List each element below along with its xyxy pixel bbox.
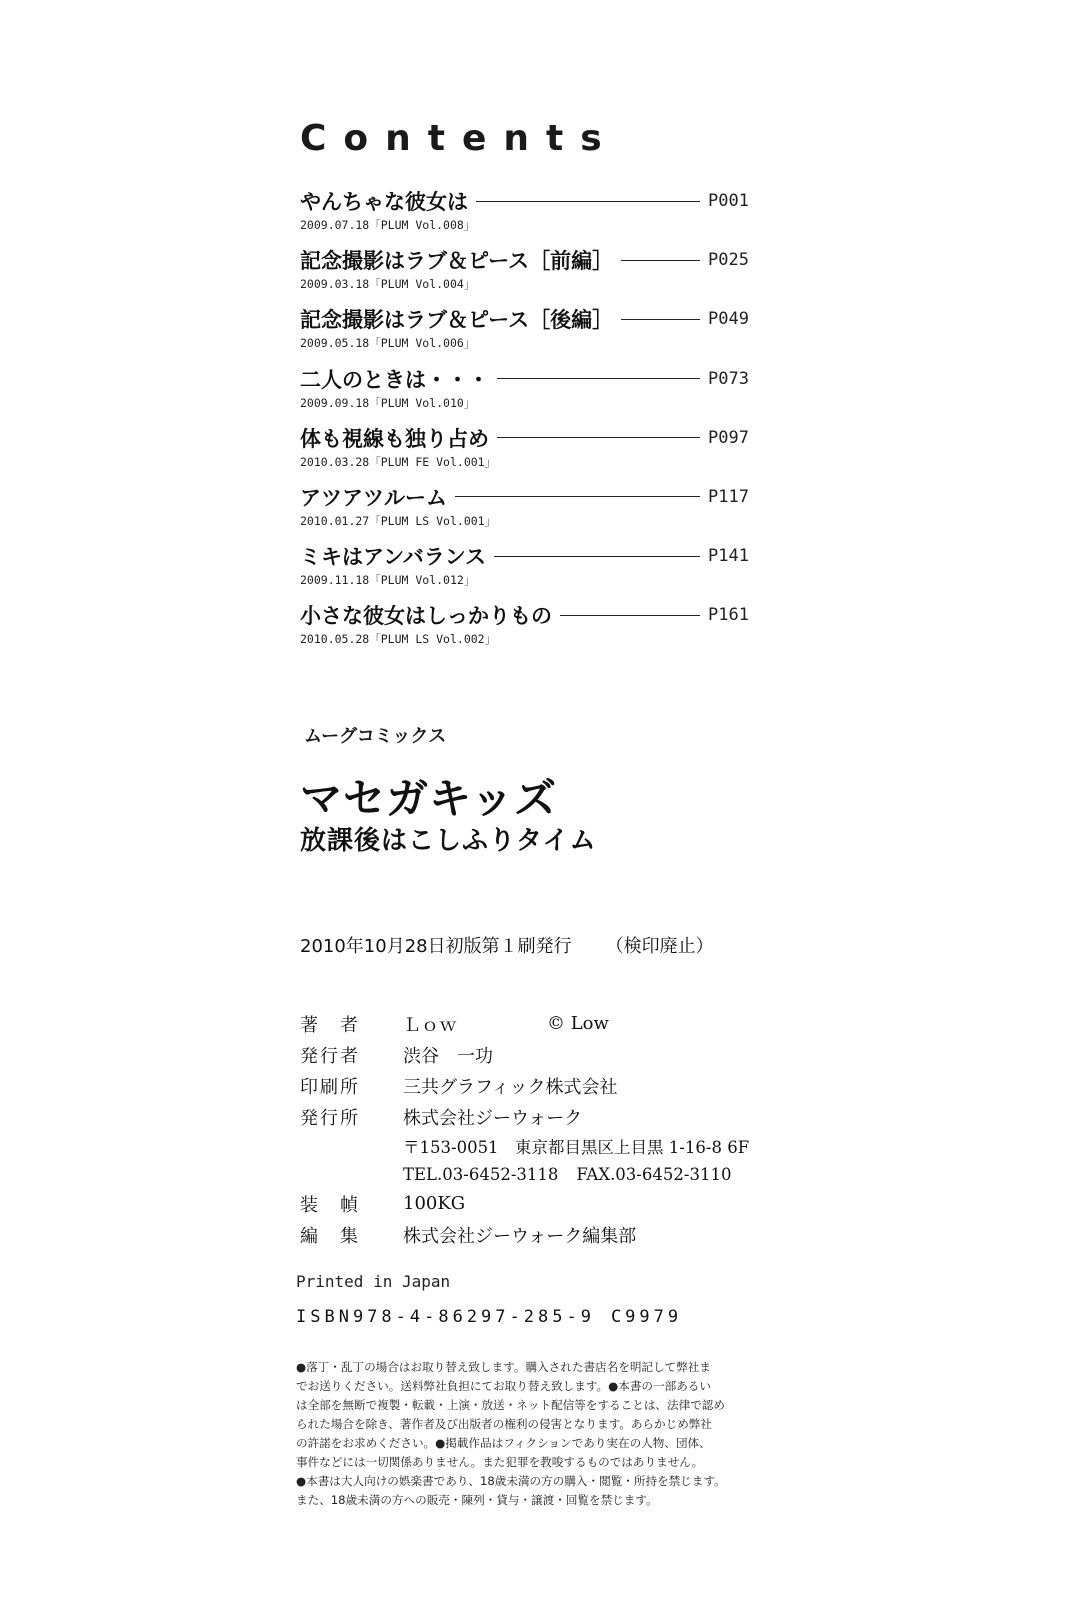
no-seal-note: （検印廃止） [605,936,714,957]
toc-page-number: P117 [708,486,749,507]
imprint-label: ムーグコミックス [304,726,447,747]
printer-name: 三共グラフィック株式会社 [403,1076,618,1098]
toc-leader-line [497,378,700,379]
publish-date-line [300,932,714,958]
toc-entry [300,245,760,304]
editor-label: 編 集 [300,1225,360,1247]
author-name: Ｌｏｗ [403,1014,457,1036]
toc-source: 2009.03.18「PLUM Vol.004」 [300,277,476,292]
copyright-notice: © Low [547,1013,609,1034]
notice-line: の許諾をお求めください。●掲載作品はフィクションであり実在の人物、団体、 [296,1436,711,1450]
toc-source: 2009.09.18「PLUM Vol.010」 [300,395,476,410]
toc-source: 2009.07.18「PLUM Vol.008」 [300,218,476,232]
toc-entry [300,541,760,600]
toc-page-number: P025 [708,250,749,271]
book-subtitle: 放課後はこしふりタイム [300,826,597,856]
colophon-row-printer [300,1070,820,1101]
publisher-label: 発行所 [300,1107,360,1129]
toc-page-number: P161 [708,605,749,626]
toc-entry [300,186,760,245]
legal-notice [296,1358,772,1510]
isbn-line [296,1307,682,1327]
colophon-row-design [300,1188,820,1219]
toc-title: 体も視線も独り占め [300,426,489,451]
notice-line: でお送りください。送料弊社負担にてお取り替え致します。●本書の一部あるい [296,1379,711,1393]
table-of-contents [300,186,760,660]
c-code: C9979 [610,1307,683,1327]
toc-leader-line [621,260,700,261]
contents-heading: Contents [300,118,619,159]
printed-in-japan: Printed in Japan [296,1272,451,1291]
publisher-person: 渋谷 一功 [403,1045,493,1067]
toc-source: 2010.03.28「PLUM FE Vol.001」 [300,454,497,469]
toc-leader-line [560,615,700,616]
printer-label: 印刷所 [300,1076,360,1098]
colophon-row-publisher-person [300,1039,820,1070]
toc-title: 小さな彼女はしっかりもの [300,604,552,629]
publisher-person-label: 発行者 [300,1045,360,1067]
notice-line: 事件などには一切関係ありません。また犯罪を教唆するものではありません。 [296,1455,704,1469]
toc-title: 記念撮影はラブ＆ピース［前編］ [300,249,614,274]
notice-line: ●本書は大人向けの娯楽書であり、18歳未満の方の購入・閲覧・所持を禁じます。 [296,1474,726,1488]
toc-page-number: P049 [708,309,749,330]
toc-title: ミキはアンバランス [300,545,487,570]
toc-entry [300,600,760,659]
notice-line: られた場合を除き、著作者及び出版者の権利の侵害となります。あらかじめ弊社 [296,1417,712,1431]
colophon-table [300,1008,820,1250]
publisher-name: 株式会社ジーウォーク [403,1107,583,1129]
toc-source: 2009.05.18「PLUM Vol.006」 [300,336,476,351]
toc-title: 二人のときは・・・ [300,367,489,392]
design-name: 100KG [403,1193,466,1214]
toc-entry [300,364,760,423]
toc-source: 2010.01.27「PLUM LS Vol.001」 [300,513,497,528]
publisher-fax: FAX.03-6452-3110 [576,1164,732,1184]
toc-page-number: P073 [708,368,749,389]
publisher-address: 〒153-0051 東京都目黒区上目黒 1-16-8 6F [403,1138,750,1157]
toc-source: 2009.11.18「PLUM Vol.012」 [300,573,476,588]
colophon-row-publisher [300,1101,820,1132]
notice-line: は全部を無断で複製・転載・上演・放送・ネット配信等をすることは、法律で認め [296,1398,725,1412]
design-label: 装 幀 [300,1194,360,1216]
toc-title: やんちゃな彼女は [300,190,468,214]
publish-date: 2010年10月28日初版第１刷発行 [300,936,572,957]
colophon-row-editor [300,1219,820,1250]
author-label: 著 者 [300,1014,360,1036]
toc-leader-line [494,556,700,557]
book-title: マセガキッズ [300,774,558,823]
toc-source: 2010.05.28「PLUM LS Vol.002」 [300,632,497,647]
colophon-row-author [300,1008,820,1039]
toc-entry [300,304,760,363]
isbn-number: ISBN978-4-86297-285-9 [296,1307,595,1327]
toc-page-number: P001 [708,191,749,211]
toc-entry [300,482,760,541]
toc-page-number: P141 [708,546,749,567]
toc-leader-line [621,319,700,320]
toc-page-number: P097 [708,427,749,448]
toc-title: アツアツルーム [300,485,447,510]
toc-entry [300,423,760,482]
notice-line: ●落丁・乱丁の場合はお取り替え致します。購入された書店名を明記して弊社ま [296,1360,711,1374]
toc-leader-line [497,437,700,438]
colophon-row-address [300,1132,820,1160]
toc-leader-line [476,201,700,202]
toc-leader-line [455,496,700,497]
colophon-row-contact [300,1160,820,1188]
notice-line: また、18歳未満の方への販売・陳列・貸与・譲渡・回覧を禁じます。 [296,1493,658,1507]
editor-name: 株式会社ジーウォーク編集部 [403,1225,637,1247]
publisher-tel: TEL.03-6452-3118 [403,1164,559,1184]
toc-title: 記念撮影はラブ＆ピース［後編］ [300,308,614,333]
